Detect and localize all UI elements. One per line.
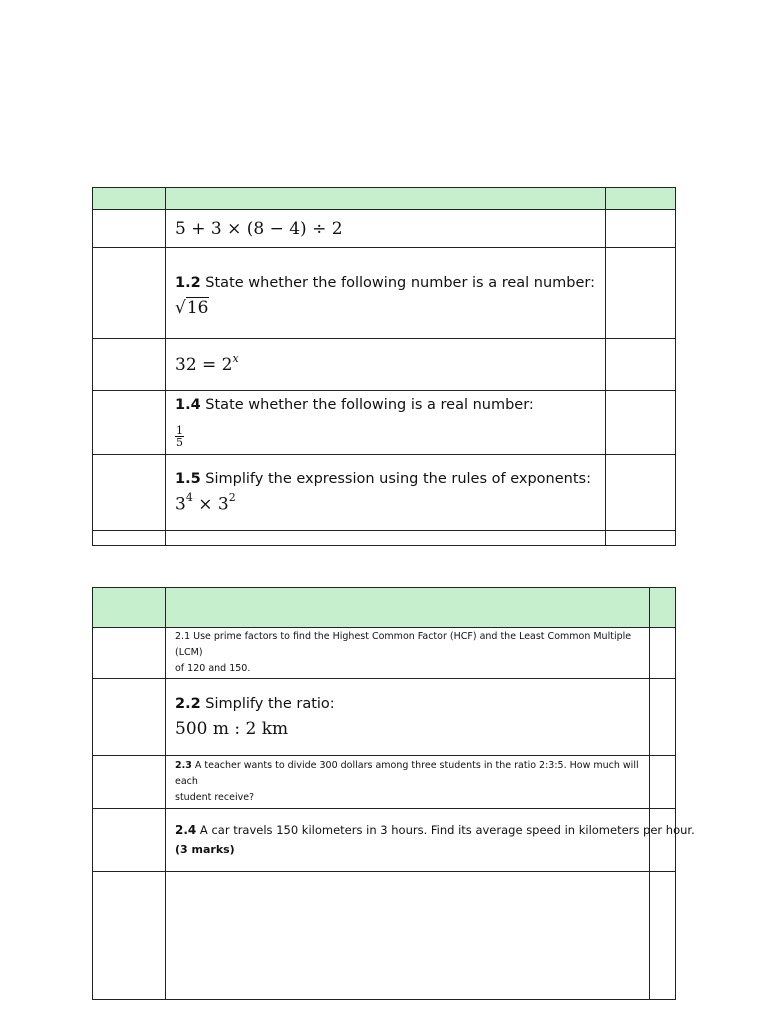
ratio-expression: 500 m : 2 km <box>175 718 289 739</box>
exponent-expression <box>175 493 605 515</box>
question-row-1-4 <box>93 391 676 455</box>
header-cell <box>166 588 650 628</box>
question-number: 1.2 <box>175 275 201 292</box>
question-text-2-4 <box>175 822 695 839</box>
question-cell <box>166 391 606 455</box>
question-text-2-3 <box>175 758 649 806</box>
number-cell <box>93 809 166 872</box>
question-number: 2.3 <box>175 759 192 771</box>
number-cell <box>93 210 166 248</box>
question-row-2-3 <box>93 756 676 809</box>
question-row-2-1 <box>93 628 676 679</box>
number-cell <box>93 531 166 546</box>
number-cell <box>93 248 166 339</box>
operator: × <box>192 495 218 516</box>
empty-row <box>93 531 676 546</box>
question-cell <box>166 248 606 339</box>
question-row-1-5 <box>93 455 676 531</box>
question-prompt: State whether the following is a real number: <box>200 397 534 414</box>
question-cell <box>166 339 606 391</box>
question-cell <box>166 872 650 1000</box>
marks-cell <box>606 248 676 339</box>
question-text-2-1 <box>175 629 649 677</box>
exponent-variable: x <box>232 351 239 365</box>
marks-cell <box>606 531 676 546</box>
question-text-2-2 <box>175 695 649 715</box>
question-prompt: Use prime factors to find the Highest Common Factor (HCF) and the Least Common Multiple (LCM) <box>175 630 632 658</box>
question-prompt-cont: student receive? <box>175 792 255 804</box>
question-text-1-5 <box>175 470 605 490</box>
question-prompt: A car travels 150 kilometers in 3 hours. Find its average speed in kilometers per hour. <box>196 822 695 837</box>
radical-sign: √ <box>175 297 186 318</box>
question-prompt: Simplify the ratio: <box>200 696 335 713</box>
question-cell <box>166 756 650 809</box>
question-prompt: State whether the following number is a real number: <box>200 275 596 292</box>
header-cell <box>650 588 676 628</box>
question-number: 2.4 <box>175 822 197 837</box>
marks-cell <box>650 679 676 756</box>
header-cell <box>606 188 676 210</box>
fraction-numerator: 1 <box>176 423 183 437</box>
marks-cell <box>606 455 676 531</box>
empty-row <box>93 872 676 1000</box>
marks-cell <box>606 391 676 455</box>
base: 3 <box>217 495 229 516</box>
sqrt-expression <box>175 298 605 318</box>
equation-1-3 <box>175 351 239 376</box>
table-header-row <box>93 188 676 210</box>
base: 3 <box>175 495 186 516</box>
marks-cell <box>650 872 676 1000</box>
question-prompt: Simplify the expression using the rules of exponents: <box>200 470 591 487</box>
question-cell <box>166 628 650 679</box>
question-row-1-2 <box>93 248 676 339</box>
question-row-2-2 <box>93 679 676 756</box>
question-text-1-4 <box>175 396 605 416</box>
question-number: 2.1 <box>175 630 191 642</box>
question-row-2-4 <box>93 809 676 872</box>
fraction <box>175 425 184 449</box>
question-cell <box>166 809 695 872</box>
question-cell <box>166 210 606 248</box>
question-row-1-1 <box>93 210 676 248</box>
marks-cell <box>650 628 676 679</box>
question-row-1-3 <box>93 339 676 391</box>
fraction-denominator: 5 <box>176 436 183 450</box>
question-prompt-cont: of 120 and 150. <box>175 663 251 675</box>
marks-cell <box>606 210 676 248</box>
question-number: 1.4 <box>175 397 201 414</box>
number-cell <box>93 872 166 1000</box>
equation-lhs: 32 = 2 <box>175 355 233 376</box>
question-number: 1.5 <box>175 470 201 487</box>
marks-label: (3 marks) <box>175 843 235 857</box>
header-cell <box>93 588 166 628</box>
header-cell <box>166 188 606 210</box>
number-cell <box>93 455 166 531</box>
exponent: 4 <box>185 491 193 505</box>
number-cell <box>93 391 166 455</box>
question-prompt: A teacher wants to divide 300 dollars among three students in the ratio 2:3:5. How much will each <box>175 759 639 787</box>
exponent: 2 <box>228 491 236 505</box>
expression-1-1: 5 + 3 × (8 − 4) ÷ 2 <box>175 218 343 239</box>
question-table-2 <box>92 587 695 1000</box>
marks-cell <box>650 756 676 809</box>
question-text-1-2 <box>175 274 605 294</box>
question-table-1 <box>92 187 676 546</box>
number-cell <box>93 339 166 391</box>
number-cell <box>93 756 166 809</box>
header-cell <box>93 188 166 210</box>
question-cell <box>166 679 650 756</box>
question-number: 2.2 <box>175 696 201 713</box>
question-cell <box>166 455 606 531</box>
number-cell <box>93 628 166 679</box>
number-cell <box>93 679 166 756</box>
table-header-row <box>93 588 676 628</box>
marks-cell <box>650 809 676 872</box>
question-cell <box>166 531 606 546</box>
radicand: 16 <box>186 297 209 318</box>
marks-cell <box>606 339 676 391</box>
